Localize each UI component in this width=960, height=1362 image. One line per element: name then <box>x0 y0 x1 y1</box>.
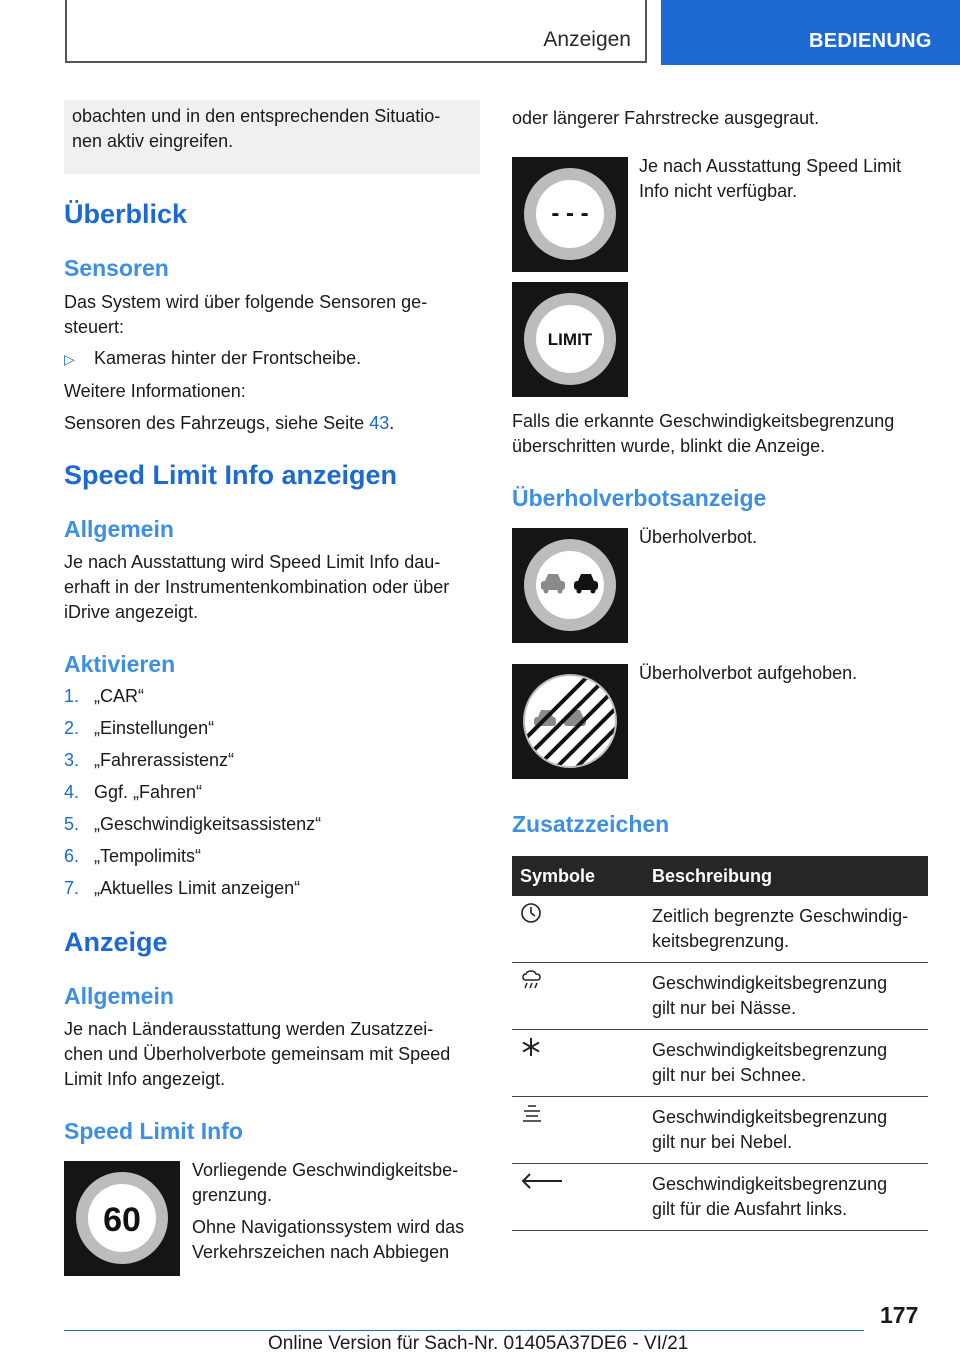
list-item <box>64 844 321 876</box>
step-text: „Tempolimits“ <box>94 846 202 866</box>
unavailable-text <box>639 154 901 204</box>
arrow-left-icon <box>520 1170 564 1192</box>
general-text <box>64 550 449 625</box>
continued-text: oder längerer Fahrstrecke ausgegraut. <box>512 108 820 128</box>
footer-divider <box>64 1330 864 1331</box>
symbol-cell <box>512 1030 644 1097</box>
sensors-reference-text: Sensoren des Fahrzeugs, siehe Seite <box>64 413 370 433</box>
desc-line-2: keitsbegrenzung. <box>652 931 790 951</box>
description-cell <box>644 896 928 963</box>
more-info: Weitere Informationen: <box>64 381 246 401</box>
list-item <box>64 748 321 780</box>
header-chapter-tab[interactable] <box>661 0 960 65</box>
step-text: „Fahrerassistenz“ <box>94 750 235 770</box>
heading-overview: Überblick <box>64 199 188 229</box>
desc-line-2: gilt für die Ausfahrt links. <box>652 1199 848 1219</box>
note-box <box>64 100 480 174</box>
symbol-cell <box>512 963 644 1030</box>
description-cell <box>644 1164 928 1231</box>
sign-60-text: 60 <box>103 1201 141 1239</box>
desc-line-1: Zeitlich begrenzte Geschwindig- <box>652 906 909 926</box>
step-text: „Aktuelles Limit anzeigen“ <box>94 878 301 898</box>
sensors-line-2: steuert: <box>64 317 125 337</box>
display-line-2: chen und Überholverbote gemeinsam mit Speed <box>64 1044 451 1064</box>
heading-activate: Aktivieren <box>64 651 176 677</box>
step-text: „Einstellungen“ <box>94 718 215 738</box>
table-row <box>512 896 928 963</box>
sensors-text <box>64 290 427 340</box>
sensors-reference-dot: . <box>389 413 395 433</box>
list-item <box>64 876 321 908</box>
sign-dashes-text: - - - <box>551 200 589 227</box>
unavailable-line-1: Je nach Ausstattung Speed Limit <box>639 156 902 176</box>
desc-line-1: Geschwindigkeitsbegrenzung <box>652 1040 888 1060</box>
additional-signs-table <box>512 856 928 1231</box>
desc-line-2: gilt nur bei Nässe. <box>652 998 797 1018</box>
heading-general: Allgemein <box>64 516 174 542</box>
display-line-1: Je nach Länderausstattung werden Zusatzzei- <box>64 1019 434 1039</box>
step-number: 5. <box>64 814 80 834</box>
table-header-row <box>512 856 928 896</box>
snowflake-icon <box>520 1036 542 1058</box>
sensors-line-1: Das System wird über folgende Sensoren ge- <box>64 292 428 312</box>
general-line-1: Je nach Ausstattung wird Speed Limit Info dau- <box>64 552 441 572</box>
step-number: 7. <box>64 878 80 898</box>
list-item <box>64 684 321 716</box>
symbol-cell <box>512 1097 644 1164</box>
display-text <box>64 1017 450 1092</box>
note-line-1: obachten und in den entsprechenden Situatio- <box>72 106 441 126</box>
header-chapter-label: BEDIENUNG <box>809 30 932 52</box>
desc-line-2: gilt nur bei Schnee. <box>652 1065 807 1085</box>
heading-additional-signs: Zusatzzeichen <box>512 811 670 837</box>
exceeded-text <box>512 409 894 459</box>
heading-general-2: Allgemein <box>64 983 174 1009</box>
heading-sensors: Sensoren <box>64 255 169 281</box>
heading-speed-limit-info: Speed Limit Info <box>64 1118 243 1144</box>
overtake-lifted-text: Überholverbot aufgehoben. <box>639 663 858 683</box>
sensors-reference <box>64 411 394 436</box>
list-item <box>64 812 321 844</box>
bullet-item <box>64 346 361 372</box>
unavailable-line-2: Info nicht verfügbar. <box>639 181 798 201</box>
heading-display: Anzeige <box>64 927 168 957</box>
step-number: 4. <box>64 782 80 802</box>
sign-limit-text: LIMIT <box>547 330 593 349</box>
header-frame <box>65 0 647 63</box>
sli-line-1: Vorliegende Geschwindigkeitsbe- <box>192 1160 459 1180</box>
desc-line-1: Geschwindigkeitsbegrenzung <box>652 1174 888 1194</box>
speed-limit-unavailable-sign <box>512 157 628 272</box>
description-cell <box>644 1030 928 1097</box>
sli-line-3: Ohne Navigationssystem wird das <box>192 1217 465 1237</box>
header-section-title: Anzeigen <box>543 28 631 51</box>
clock-icon <box>520 902 542 924</box>
page-number: 177 <box>880 1302 919 1328</box>
sli-line-4: Verkehrszeichen nach Abbiegen <box>192 1242 450 1262</box>
desc-line-2: gilt nur bei Nebel. <box>652 1132 793 1152</box>
display-line-3: Limit Info angezeigt. <box>64 1069 226 1089</box>
page-link-43[interactable]: 43 <box>369 413 390 433</box>
symbol-cell <box>512 1164 644 1231</box>
limit-sign <box>512 282 628 397</box>
step-number: 2. <box>64 718 80 738</box>
general-line-3: iDrive angezeigt. <box>64 602 199 622</box>
note-line-2: nen aktiv eingreifen. <box>72 131 234 151</box>
step-text: „CAR“ <box>94 686 144 706</box>
symbol-cell <box>512 896 644 963</box>
step-number: 3. <box>64 750 80 770</box>
exceeded-line-2: überschritten wurde, blinkt die Anzeige. <box>512 436 826 456</box>
list-item <box>64 716 321 748</box>
no-overtaking-sign <box>512 528 628 643</box>
step-number: 1. <box>64 686 80 706</box>
footer-text: Online Version für Sach-Nr. 01405A37DE6 - VI/21 <box>268 1333 689 1354</box>
table-row <box>512 1164 928 1231</box>
step-text: „Geschwindigkeitsassistenz“ <box>94 814 322 834</box>
no-overtake-text: Überholverbot. <box>639 527 758 547</box>
list-item <box>64 780 321 812</box>
overtaking-lifted-sign <box>512 664 628 779</box>
step-text: Ggf. „Fahren“ <box>94 782 203 802</box>
heading-speed-limit-info-show: Speed Limit Info anzeigen <box>64 460 398 490</box>
description-cell <box>644 963 928 1030</box>
sli-text-2 <box>192 1215 464 1265</box>
desc-line-1: Geschwindigkeitsbegrenzung <box>652 973 888 993</box>
column-header-description: Beschreibung <box>644 856 928 896</box>
sli-text <box>192 1158 458 1208</box>
description-cell <box>644 1097 928 1164</box>
rain-cloud-icon <box>520 969 544 991</box>
table-row <box>512 963 928 1030</box>
desc-line-1: Geschwindigkeitsbegrenzung <box>652 1107 888 1127</box>
heading-overtake: Überholverbotsanzeige <box>512 485 767 511</box>
activate-steps-list <box>64 684 321 908</box>
sli-line-2: grenzung. <box>192 1185 273 1205</box>
column-header-symbols: Symbole <box>512 856 644 896</box>
general-line-2: erhaft in der Instrumentenkombination oder über <box>64 577 450 597</box>
exceeded-line-1: Falls die erkannte Geschwindigkeitsbegrenzung <box>512 411 895 431</box>
triangle-bullet-icon: ▷ <box>64 351 75 367</box>
bullet-text: Kameras hinter der Frontscheibe. <box>94 348 362 368</box>
speed-limit-60-sign <box>64 1161 180 1276</box>
table-row <box>512 1097 928 1164</box>
step-number: 6. <box>64 846 80 866</box>
table-row <box>512 1030 928 1097</box>
fog-icon <box>520 1103 544 1125</box>
